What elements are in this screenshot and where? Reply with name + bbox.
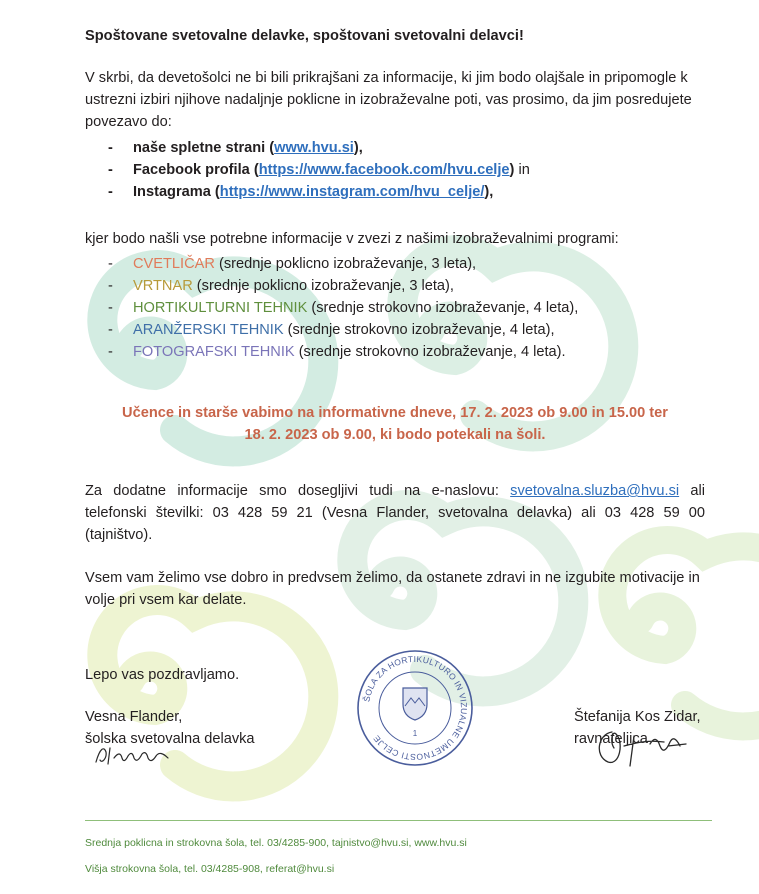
invitation [85, 402, 705, 446]
program-description: (srednje strokovno izobraževanje, 4 leta). [294, 344, 566, 360]
handwritten-signature-icon [92, 742, 182, 770]
program-name: HORTIKULTURNI TEHNIK [133, 300, 308, 316]
link-label: naše spletne strani ( [133, 140, 275, 156]
handwritten-signature-icon [590, 722, 710, 772]
facebook-link[interactable]: https://www.facebook.com/hvu.celje [258, 162, 510, 178]
email-link[interactable]: svetovalna.sluzba@hvu.si [510, 483, 680, 499]
list-item: - FOTOGRAFSKI TEHNIK (srednje strokovno izobraževanje, 4 leta). [108, 344, 566, 360]
invitation-line: Učence in starše vabimo na informativne dneve, 17. 2. 2023 ob 9.00 in 15.00 ter [122, 405, 668, 421]
contact-text: ali telefonski številki: 03 428 59 21 (Vesna Flander, svetovalna delavka) ali 03 428 59 00 (tajništvo). [85, 483, 705, 543]
program-list [85, 253, 578, 363]
website-link[interactable]: www.hvu.si [274, 140, 354, 156]
link-after: in [514, 162, 530, 178]
link-suffix: ) [509, 162, 515, 178]
signer-name: Vesna Flander, [85, 709, 183, 725]
footer-line: Srednja poklicna in strokovna šola, tel. 03/4285-900, tajnistvo@hvu.si, www.hvu.si [85, 837, 467, 849]
signer-name: Štefanija Kos Zidar, [574, 709, 701, 725]
seal-number: 1 [412, 729, 418, 738]
program-name: CVETLIČAR [133, 256, 215, 272]
footer-line: Višja strokovna šola, tel. 03/4285-908, referat@hvu.si [85, 863, 335, 875]
letter-greeting: Spoštovane svetovalne delavke, spoštovani svetovalni delavci! [85, 28, 524, 44]
link-list [85, 137, 530, 203]
list-item: - Instagrama (https://www.instagram.com/hvu_celje/), [108, 184, 494, 200]
closing: Lepo vas pozdravljamo. [85, 667, 240, 683]
school-seal-icon [355, 648, 475, 768]
link-suffix: ), [353, 140, 363, 156]
instagram-link[interactable]: https://www.instagram.com/hvu_celje/ [219, 184, 485, 200]
program-name: ARANŽERSKI TEHNIK [133, 322, 284, 338]
list-item: - ARANŽERSKI TEHNIK (srednje strokovno izobraževanje, 4 leta), [108, 322, 555, 338]
intro-paragraph: V skrbi, da devetošolci ne bi bili prikrajšani za informacije, ki jim bodo olajšale in pripomogle k ustrezni izbiri njihove nadaljnje poklicne in izobraževalne poti, vas prosimo, da jim posredujete povezavo do: [85, 70, 692, 130]
link-label: Facebook profila ( [133, 162, 259, 178]
list-item: - CVETLIČAR (srednje poklicno izobraževanje, 3 leta), [108, 256, 477, 272]
programs-intro: kjer bodo našli vse potrebne informacije v zvezi z našimi izobraževalnimi programi: [85, 231, 619, 247]
signer-role: šolska svetovalna delavka [85, 731, 255, 747]
program-name: FOTOGRAFSKI TEHNIK [133, 344, 295, 360]
list-item: - VRTNAR (srednje poklicno izobraževanje, 3 leta), [108, 278, 454, 294]
footer-divider [85, 820, 712, 821]
list-item: - HORTIKULTURNI TEHNIK (srednje strokovno izobraževanje, 4 leta), [108, 300, 579, 316]
link-label: Instagrama ( [133, 184, 220, 200]
contact-paragraph [85, 480, 705, 546]
footer [85, 830, 467, 882]
program-description: (srednje strokovno izobraževanje, 4 leta), [283, 322, 555, 338]
list-item: - naše spletne strani (www.hvu.si), [108, 140, 363, 156]
seal-text: ŠOLA ZA HORTIKULTURO IN VIZUALNE UMETNOSTI CELJE [361, 653, 470, 763]
contact-text: Za dodatne informacije smo dosegljivi tudi na e-naslovu: [85, 483, 511, 499]
wishes-paragraph: Vsem vam želimo vse dobro in predvsem želimo, da ostanete zdravi in ne izgubite motivacije in volje pri vsem kar delate. [85, 570, 700, 608]
list-item: - Facebook profila (https://www.facebook.com/hvu.celje) in [108, 162, 530, 178]
program-description: (srednje poklicno izobraževanje, 3 leta), [214, 256, 477, 272]
link-suffix: ), [484, 184, 494, 200]
program-name: VRTNAR [133, 278, 193, 294]
invitation-line: 18. 2. 2023 ob 9.00, ki bodo potekali na šoli. [244, 427, 546, 443]
signer-role: ravnateljica [574, 731, 648, 747]
program-description: (srednje poklicno izobraževanje, 3 leta), [192, 278, 454, 294]
program-description: (srednje strokovno izobraževanje, 4 leta), [307, 300, 579, 316]
